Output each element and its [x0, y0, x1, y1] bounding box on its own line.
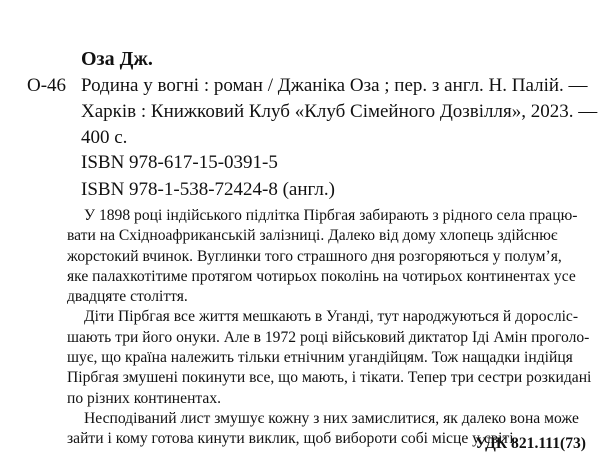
annotation-line: двадцяте століття.: [67, 288, 188, 306]
annotation-line: У 1898 році індійського підлітка Пірбгая забирають з рідного села працю-: [84, 207, 578, 224]
annotation-line: по різних континентах.: [67, 389, 222, 407]
bibliographic-line: Родина у вогні : роман / Джаніка Оза ; пер. з англ. Н. Палій. —: [81, 75, 588, 96]
udc-code: УДК 821.111(73): [475, 435, 586, 452]
annotation-line: зайти і кому готова кинути виклик, щоб вибороти собі місце у світі.: [67, 430, 518, 448]
bibliographic-line: Харків : Книжковий Клуб «Клуб Сімейного Дозвілля», 2023. —: [81, 101, 598, 122]
bibliographic-line: 400 с.: [81, 127, 128, 148]
annotation-line: шує, що країна належить тільки етнічним угандійцям. Тож нащадки індійця: [67, 349, 573, 367]
isbn-english: ISBN 978-1-538-72424-8 (англ.): [81, 179, 335, 200]
annotation: [67, 206, 592, 450]
annotation-line: Пірбгая змушені покинути все, що мають, і тікати. Тепер три сестри розкидані: [67, 369, 592, 387]
author-mark: О-46: [27, 75, 67, 96]
annotation-line: Несподіваний лист змушує кожну з них замислитися, як далеко вона може: [84, 409, 579, 427]
annotation-line: вати на Східноафриканській залізниці. Далеко від дому хлопець здійснює: [67, 227, 558, 245]
author-heading: Оза Дж.: [81, 48, 153, 70]
isbn-ukrainian: ISBN 978-617-15-0391-5: [81, 152, 278, 173]
annotation-line: яке палахкотітиме протягом чотирьох поколінь на чотирьох континентах усе: [67, 267, 576, 285]
annotation-line: жорстокий вчинок. Вуглинки того страшного дня розгоряються у полум’я,: [67, 247, 562, 265]
annotation-line: шають три його онуки. Але в 1972 році військовий диктатор Іді Амін проголо-: [67, 328, 590, 346]
bibliographic-description: [81, 73, 598, 151]
annotation-line: Діти Пірбгая все життя мешкають в Уганді, тут народжуються й доросліс-: [84, 308, 579, 326]
